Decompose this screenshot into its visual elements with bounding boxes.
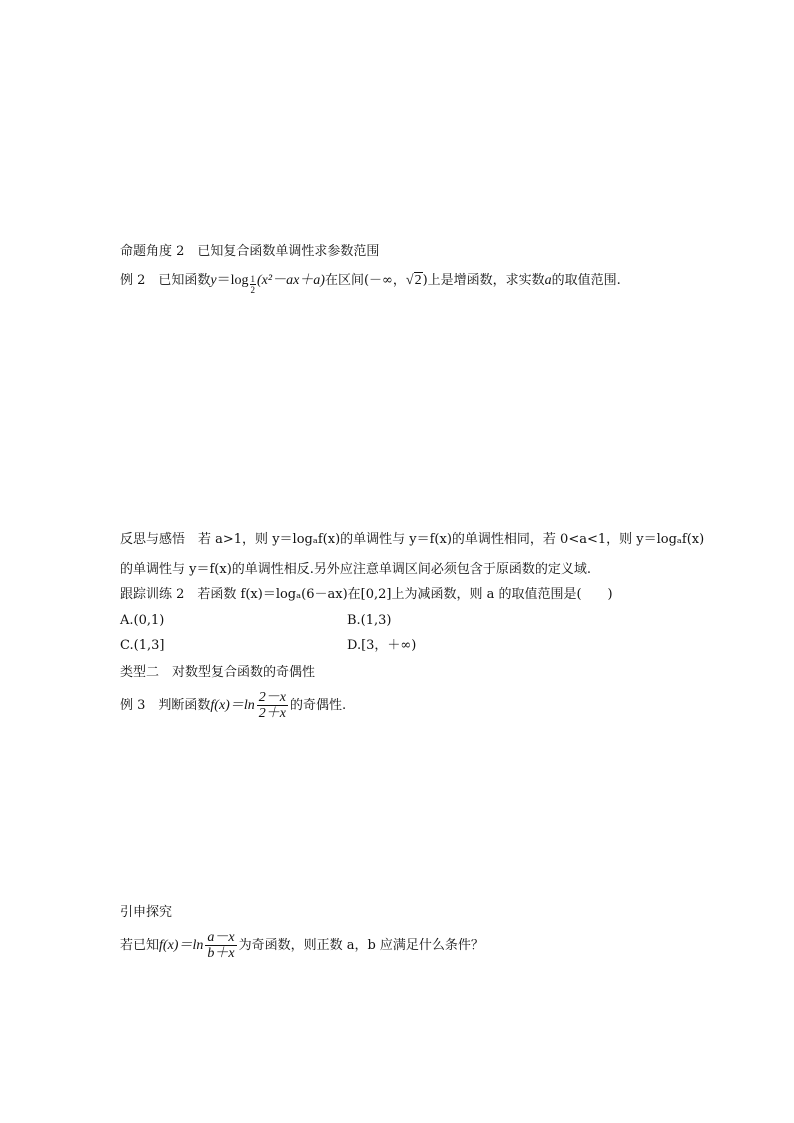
example-2-eq: ＝log: [216, 273, 249, 288]
choice-d: D.[3，＋∞): [347, 638, 417, 653]
example-3-function: f(x)＝ln: [210, 698, 255, 713]
extension-suffix: 为奇函数，则正数 a，b 应满足什么条件？: [238, 938, 484, 953]
example-2-argument: (x²－ax＋a): [257, 273, 325, 288]
sqrt-radicand: 2: [414, 273, 422, 288]
choice-c: C.(1,3]: [120, 638, 165, 653]
example-2-label: 例 2 已知函数: [120, 273, 211, 288]
extension-fraction: [205, 930, 236, 961]
extension-prefix: 若已知: [120, 938, 160, 953]
example-3-numerator: 2－x: [258, 690, 286, 705]
extension-function: f(x)＝ln: [159, 938, 204, 953]
example-2-y: y: [210, 273, 217, 288]
type-2-heading: 类型二 对数型复合函数的奇偶性: [120, 665, 316, 680]
example-3-end: 的奇偶性.: [289, 698, 347, 713]
sqrt-symbol: √2: [405, 273, 422, 288]
example-3-label: 例 3 判断函数: [120, 698, 211, 713]
choice-a: A.(0,1): [120, 613, 165, 628]
section-heading-angle-2: 命题角度 2 已知复合函数单调性求参数范围: [120, 244, 380, 259]
example-2-interval-prefix: 在区间(－∞，: [324, 273, 406, 288]
example-3-denominator: 2＋x: [258, 706, 286, 721]
example-3-fraction: [257, 690, 288, 721]
log-base-denominator: 2: [250, 285, 256, 295]
reflection-line-1: [120, 531, 704, 549]
extension-heading: 引申探究: [120, 905, 173, 920]
practice-2-stem: 跟踪训练 2 若函数 f(x)＝logₐ(6－ax)在[0,2]上为减函数，则 a 的取值范围是( ): [120, 587, 613, 602]
example-2-tail: )上是增函数，求实数: [422, 273, 545, 288]
example-2-end: 的取值范围.: [551, 273, 621, 288]
log-base-fraction: [250, 274, 257, 295]
reflection-label: 反思与感悟: [120, 532, 199, 547]
log-base-numerator: 1: [250, 274, 256, 284]
example-2-a: a: [544, 273, 552, 288]
choice-b: B.(1,3): [347, 613, 392, 628]
example-2: [120, 272, 621, 295]
reflection-text-1: 若 a>1，则 y＝logₐf(x)的单调性与 y＝f(x)的单调性相同，若 0<a<1，则 y＝logₐf(x): [198, 532, 705, 547]
extension-numerator: a－x: [207, 930, 235, 945]
extension-question: [120, 930, 484, 962]
extension-denominator: b＋x: [207, 946, 235, 961]
reflection-line-2: 的单调性与 y＝f(x)的单调性相反.另外应注意单调区间必须包含于原函数的定义域.: [120, 562, 592, 577]
example-3: [120, 690, 346, 722]
